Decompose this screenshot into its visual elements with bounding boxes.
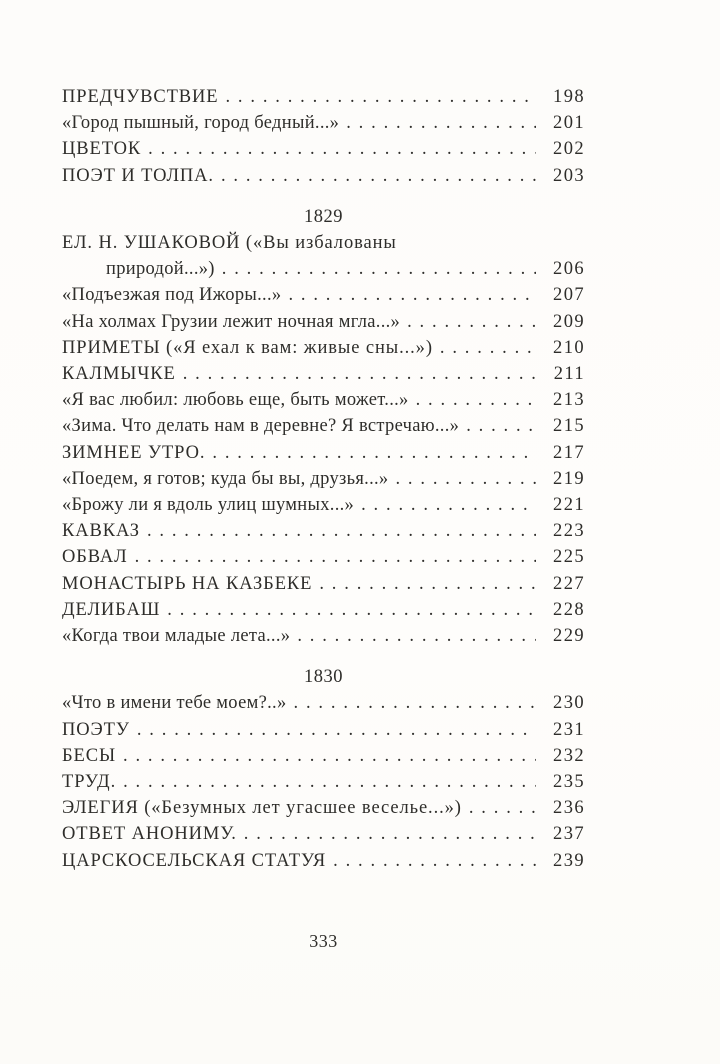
entry-page-number: 210: [553, 337, 585, 358]
entry-title: «Что в имени тебе моем?..»: [62, 693, 287, 714]
dot-leader: [466, 413, 536, 439]
toc-entry: [62, 309, 585, 335]
toc-entry: [62, 597, 585, 623]
dot-leader: [167, 597, 536, 623]
section-year-heading: 1829: [304, 206, 343, 227]
toc-entry-continuation: [62, 256, 585, 282]
toc-entry: [62, 361, 585, 387]
entry-page-number: 217: [553, 442, 585, 463]
toc-entry: [62, 466, 585, 492]
entry-page-number: 229: [553, 626, 585, 647]
entry-page-number: 223: [553, 521, 585, 542]
toc-entry: [62, 743, 585, 769]
entry-title: «Город пышный, город бедный...»: [62, 113, 340, 134]
toc-entry: [62, 230, 585, 256]
dot-leader: [395, 466, 536, 492]
entry-title: ЦАРСКОСЕЛЬСКАЯ СТАТУЯ: [62, 850, 327, 871]
toc-entry: [62, 544, 585, 570]
entry-title: ПРИМЕТЫ («Я ехал к вам: живые сны...»): [62, 337, 433, 358]
entry-page-number: 209: [553, 311, 585, 332]
toc-entry: [62, 717, 585, 743]
entry-page-number: 201: [553, 113, 585, 134]
dot-leader: [212, 440, 536, 466]
dot-leader: [346, 110, 536, 136]
toc-entry: [62, 623, 585, 649]
dot-leader: [297, 623, 536, 649]
toc-entry: [62, 335, 585, 361]
dot-leader: [288, 282, 536, 308]
toc-entry: [62, 518, 585, 544]
entry-page-number: 206: [553, 259, 585, 280]
entry-title: ДЕЛИБАШ: [62, 599, 161, 620]
dot-leader: [361, 492, 536, 518]
dot-leader: [123, 743, 536, 769]
entry-title: «Зима. Что делать нам в деревне? Я встречаю...»: [62, 416, 460, 437]
entry-page-number: 236: [553, 798, 585, 819]
entry-page-number: 202: [553, 139, 585, 160]
toc-entry: [62, 440, 585, 466]
table-of-contents: [62, 84, 585, 874]
toc-entry: [62, 413, 585, 439]
dot-leader: [183, 361, 536, 387]
toc-entry: [62, 769, 585, 795]
dot-leader: [123, 769, 536, 795]
toc-entry: [62, 571, 585, 597]
dot-leader: [137, 717, 536, 743]
entry-title: КАЛМЫЧКЕ: [62, 364, 176, 385]
entry-title-line-1: ЕЛ. Н. УШАКОВОЙ («Вы избалованы: [62, 233, 397, 254]
entry-page-number: 198: [553, 87, 585, 107]
toc-entry: [62, 282, 585, 308]
dot-leader: [148, 136, 536, 162]
entry-title: «Я вас любил: любовь еще, быть может...»: [62, 390, 409, 411]
entry-title: МОНАСТЫРЬ НА КАЗБЕКЕ: [62, 573, 313, 594]
entry-title: «Когда твои младые лета...»: [62, 626, 291, 647]
page-folio-number: 333: [309, 931, 338, 951]
dot-leader: [135, 544, 536, 570]
entry-title: ТРУД.: [62, 772, 117, 793]
entry-title: «На холмах Грузии лежит ночная мгла...»: [62, 311, 401, 332]
entry-title: ПРЕДЧУВСТВИЕ: [62, 87, 219, 107]
toc-entry: [62, 492, 585, 518]
toc-entry: [62, 387, 585, 413]
entry-page-number: 225: [553, 547, 585, 568]
entry-page-number: 207: [553, 285, 585, 306]
entry-page-number: 239: [553, 850, 585, 871]
entry-page-number: 215: [553, 416, 585, 437]
toc-entry: [62, 110, 585, 136]
entry-page-number: 227: [553, 573, 585, 594]
toc-entry: [62, 84, 585, 110]
entry-title: «Поедем, я готов; куда бы вы, друзья...»: [62, 468, 389, 489]
entry-page-number: 211: [553, 364, 585, 385]
dot-leader: [225, 84, 536, 110]
entry-title: ОТВЕТ АНОНИМУ.: [62, 824, 237, 845]
entry-page-number: 228: [553, 599, 585, 620]
dot-leader: [222, 256, 536, 282]
toc-entry: [62, 848, 585, 874]
toc-entry: [62, 163, 585, 189]
dot-leader: [319, 571, 536, 597]
dot-leader: [147, 518, 536, 544]
entry-page-number: 232: [553, 745, 585, 766]
toc-entry: [62, 690, 585, 716]
entry-title: КАВКАЗ: [62, 521, 140, 542]
entry-title: ОБВАЛ: [62, 547, 128, 568]
entry-title: ПОЭТ И ТОЛПА.: [62, 165, 214, 186]
dot-leader: [333, 848, 536, 874]
dot-leader: [416, 387, 536, 413]
dot-leader: [440, 335, 536, 361]
entry-title: ПОЭТУ: [62, 719, 130, 740]
dot-leader: [244, 821, 536, 847]
entry-title: ЭЛЕГИЯ («Безумных лет угасшее веселье...»): [62, 798, 462, 819]
entry-page-number: 237: [553, 824, 585, 845]
toc-entry: [62, 821, 585, 847]
dot-leader: [469, 795, 536, 821]
toc-entry: [62, 136, 585, 162]
entry-page-number: 219: [553, 468, 585, 489]
entry-title: «Брожу ли я вдоль улиц шумных...»: [62, 495, 355, 516]
dot-leader: [407, 309, 536, 335]
dot-leader: [221, 163, 536, 189]
section-year-heading: 1830: [304, 667, 343, 688]
entry-title: ЗИМНЕЕ УТРО.: [62, 442, 206, 463]
entry-page-number: 231: [553, 719, 585, 740]
entry-title: «Подъезжая под Ижоры...»: [62, 285, 282, 306]
toc-entry: [62, 795, 585, 821]
entry-page-number: 230: [553, 693, 585, 714]
entry-title: БЕСЫ: [62, 745, 116, 766]
entry-page-number: 235: [553, 772, 585, 793]
entry-page-number: 221: [553, 495, 585, 516]
entry-title-line-2: природой...»): [106, 259, 215, 280]
entry-page-number: 213: [553, 390, 585, 411]
entry-page-number: 203: [553, 165, 585, 186]
entry-title: ЦВЕТОК: [62, 139, 142, 160]
dot-leader: [294, 690, 536, 716]
